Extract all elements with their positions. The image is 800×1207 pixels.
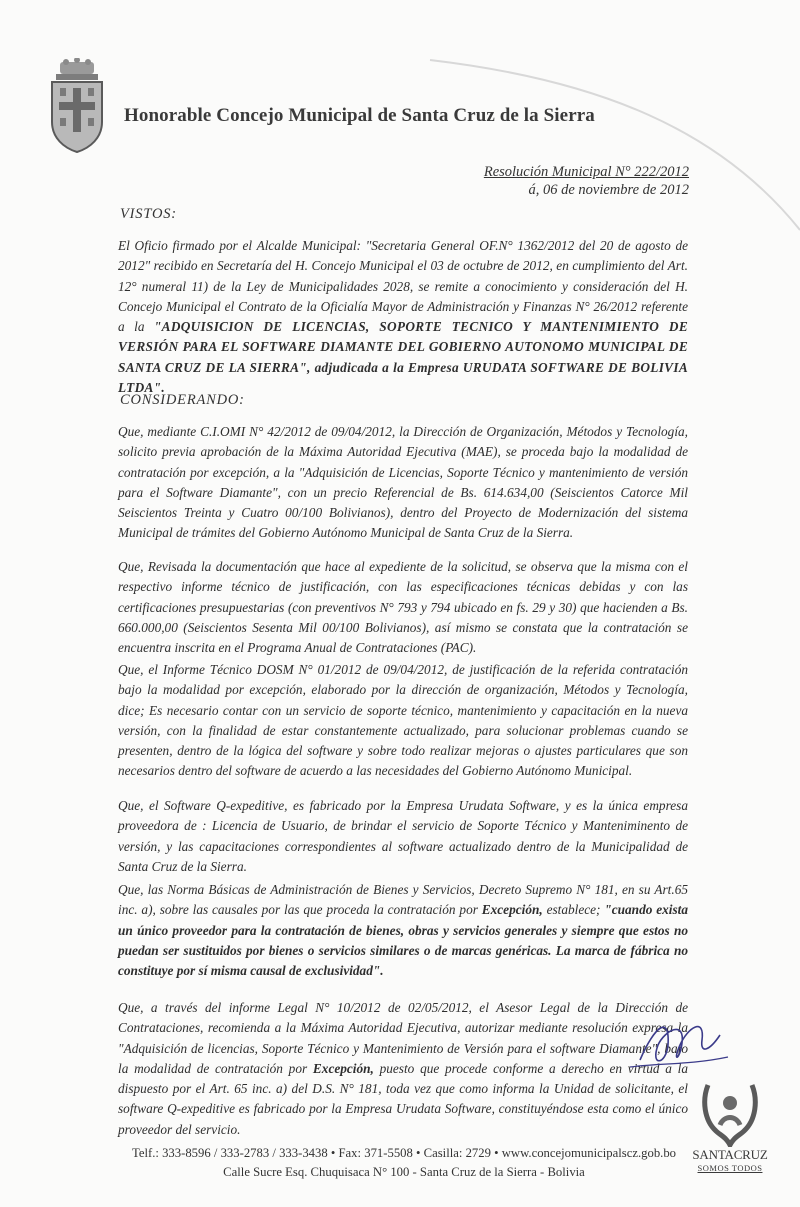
considerando-heading: CONSIDERANDO:: [120, 392, 245, 408]
resolution-header: [484, 163, 689, 199]
considerando-paragraph-4: Que, el Software Q-expeditive, es fabricado por la Empresa Urudata Software, y es la única empresa proveedora de : Licencia de Usuario, de brindar el servicio de Soporte Técnico y Manteniminento de versión, y las capacitaciones correspondientes al software actualizado dentro de la Municipalidad de Santa Cruz de la Sierra.: [118, 798, 688, 874]
para5-establece: establece;: [546, 902, 601, 918]
para5-quote: "cuando exista un único proveedor para la contratación de bienes, obras y servicios generales y siempre que estos no puedan ser sustituidos por bienes o servicios similares o de marcas genéricas. La marca de fábrica no constituye por sí misma causal de exclusividad".: [118, 902, 689, 979]
logo-name: SANTACRUZ: [692, 1147, 768, 1162]
para6-text-end: puesto que procede conforme a derecho en virtud a la dispuesto por el Art. 65 inc. a) del D.S. N° 181, toda vez que como informa la Unidad de solicitante, el software Q-expeditive es fabricado por la Empresa Urudata Software, constituyéndose esta como el único proveedor del servicio.: [118, 1060, 689, 1137]
considerando-paragraph-2: Que, Revisada la documentación que hace al expediente de la solicitud, se observa que la misma con el respectivo informe técnico de justificación, con las especificaciones técnicas debidas y con las certificaciones presupuestarias (con preventivos N° 793 y 794 ubicado en fs. 29 y 30) que hacienden a Bs. 660.000,00 (Seiscientos Sesenta Mil 00/100 Bolivianos), así mismo se constata que la contratación se encuentra inscrita en el Programa Anual de Contrataciones (PAC).: [118, 559, 688, 656]
para5-excepcion: Excepción,: [481, 902, 543, 918]
logo-tagline: SOMOS TODOS: [697, 1163, 763, 1173]
resolution-date: á, 06 de noviembre de 2012: [528, 182, 689, 198]
para5-text: Que, las Norma Básicas de Administración de Bienes y Servicios, Decreto Supremo N° 181, en su Art.65 inc. a), sobre las causales por las que proceda la contratación por: [118, 882, 688, 918]
santa-cruz-logo: [690, 1075, 770, 1175]
para6-excepcion: Excepción,: [312, 1060, 374, 1076]
footer-contact: Telf.: 333-8596 / 333-2783 / 333-3438 • Fax: 371-5508 • Casilla: 2729 • www.concejomunicipalscz.gob.bo: [131, 1146, 677, 1160]
signature-icon: [610, 1005, 740, 1085]
vistos-paragraph: [118, 236, 688, 398]
footer-address: Calle Sucre Esq. Chuquisaca N° 100 - Santa Cruz de la Sierra - Bolivia: [223, 1165, 585, 1179]
considerando-paragraph-1: Que, mediante C.I.OMI N° 42/2012 de 09/04/2012, la Dirección de Organización, Métodos y Tecnología, solicito previa aprobación de la Máxima Autoridad Ejecutiva (MAE), se proceda bajo la modalidad de contratación por excepción, a la "Adquisición de Licencias, Soporte Técnico y mantenimiento de versión para el Software Diamante", con un precio Referencial de Bs. 614.634,00 (Seiscientos Catorce Mil Seiscientos Treinta y Cuatro 00/100 Bolivianos), dentro del Proyecto de Modernización del sistema Municipal de trámites del Gobierno Autónomo Municipal de Santa Cruz de la Sierra.: [118, 424, 688, 541]
vistos-heading: VISTOS:: [120, 206, 177, 222]
organization-name: Honorable Concejo Municipal de Santa Cruz de la Sierra: [124, 105, 595, 126]
considerando-paragraph-3: Que, el Informe Técnico DOSM N° 01/2012 de 09/04/2012, de justificación de la referida contratación bajo la modalidad por excepción, elaborado por la dirección de organización, Métodos y Tecnología, dice; Es necesario contar con un servicio de soporte técnico, mantenimiento y capacitación en la nueva versión, con la finalidad de estar constantemente actualizado, para solucionar problemas cuando se presenten, dentro de la lógica del software y sobre todo realizar mejoras o ajustes particulares que son necesarios dentro del software de acuerdo a las necesidades del Gobierno Autónomo Municipal.: [118, 662, 688, 779]
para6-text: Que, a través del informe Legal N° 10/2012 de 02/05/2012, el Asesor Legal de la Dirección de Contrataciones, recomienda a la Máxima Autoridad Ejecutiva, autorizar mediante resolución expresa la "Adquisición de licencias, Soporte Técnico y Mantenimiento de Versión para el software Diamante", bajo la modalidad de contratación por: [118, 1000, 688, 1076]
vistos-text: El Oficio firmado por el Alcalde Municipal: "Secretaria General OF.N° 1362/2012 del 20 de agosto de 2012" recibido en Secretaría del H. Concejo Municipal el 03 de octubre de 2012, en cumplimiento del Art. 12° numeral 11) de la Ley de Municipalidades 2028, se remite a conocimiento y consideración del H. Concejo Municipal el Contrato de la Oficialía Mayor de Administración y Finanzas N° 26/2012 referente a la: [118, 238, 688, 335]
coat-of-arms-icon: [46, 58, 108, 154]
considerando-paragraph-6: [118, 998, 688, 1140]
vistos-bold-text: "ADQUISICION DE LICENCIAS, SOPORTE TECNICO Y MANTENIMIENTO DE VERSIÓN PARA EL SOFTWARE DIAMANTE DEL GOBIERNO AUTONOMO MUNICIPAL DE SANTA CRUZ DE LA SIERRA", adjudicada a la Empresa URUDATA SOFTWARE DE BOLIVIA LTDA".: [118, 319, 688, 396]
resolution-number: Resolución Municipal N° 222/2012: [483, 164, 689, 180]
footer: [124, 1144, 684, 1182]
santa-cruz-logo-icon: [690, 1075, 770, 1147]
considerando-paragraph-5: [118, 880, 688, 981]
